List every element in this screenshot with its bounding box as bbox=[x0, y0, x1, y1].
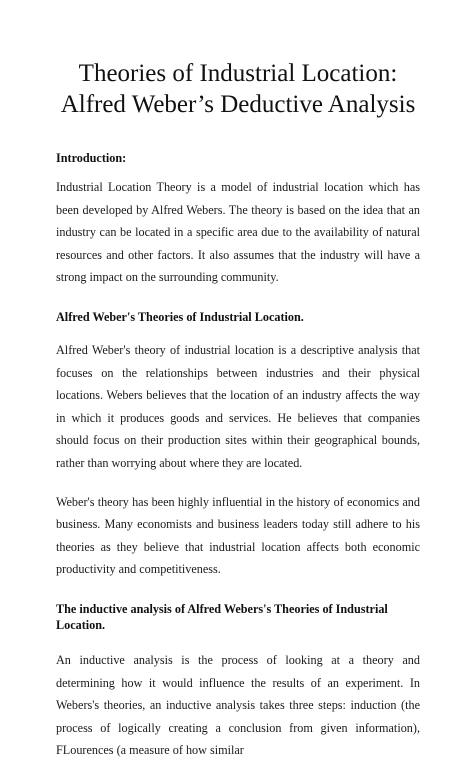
section-heading-inductive-analysis: The inductive analysis of Alfred Webers's Theories of Industrial Location. bbox=[56, 601, 388, 632]
paragraph-introduction: Industrial Location Theory is a model of industrial location which has been developed by Alfred Webers. The theory is based on the idea that an industry can be located in a specific area due to the availability of natural resources and other factors. It also assumes that the industry will have a strong impact on the surrounding community. bbox=[56, 180, 420, 285]
paragraph-weber-theory-description: Alfred Weber's theory of industrial location is a descriptive analysis that focuses on the relationships between industries and their physical locations. Webers believes that the location of an industry affects the way in which it produces goods and services. He believes that companies should focus on their production sites within their geographical bounds, rather than worrying about where they are located. bbox=[56, 342, 420, 470]
paragraph-weber-theory-influence: Weber's theory has been highly influential in the history of economics and business. Many economists and business leaders today still adhere to his theories as they believe that industrial location affects both economic productivity and competitiveness. bbox=[56, 494, 420, 577]
section-heading-introduction: Introduction: bbox=[56, 151, 127, 165]
paragraph-inductive-analysis: An inductive analysis is the process of looking at a theory and determining how it would influence the results of an experiment. In Webers's theories, an inductive analysis takes three steps: induction (the process of logically creating a conclusion from given information), FLourences (a measure of how similar bbox=[56, 652, 420, 758]
document-title: Theories of Industrial Location: Alfred Weber’s Deductive Analysis bbox=[60, 60, 416, 118]
section-heading-weber-theories: Alfred Weber's Theories of Industrial Location. bbox=[56, 309, 304, 324]
